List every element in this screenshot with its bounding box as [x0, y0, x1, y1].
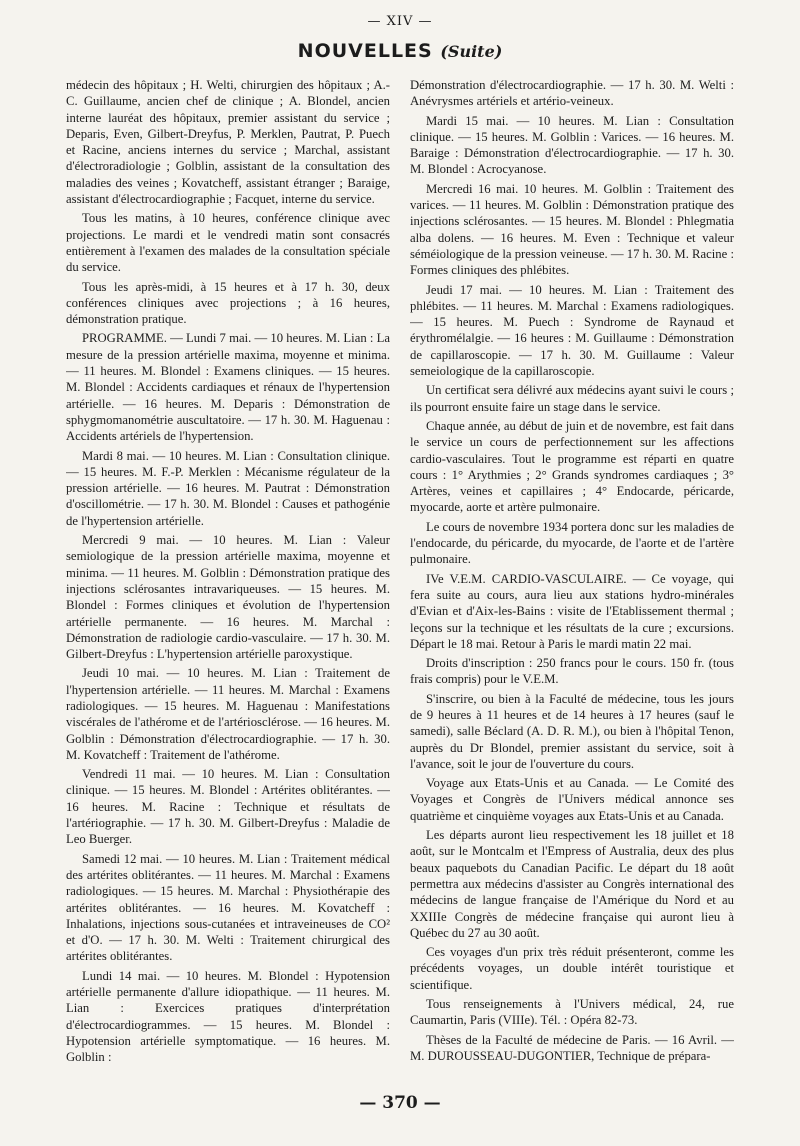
paragraph: Jeudi 17 mai. — 10 heures. M. Lian : Traitement des phlébites. — 11 heures. M. Marchal : Examens radiologiques. — 15 heures. M. Puech : Syndrome de Raynaud et érythromélalgie. — 16 heures : M. Guillaume : Démonstration de capillaroscopie. — 17 h. 30. M. Guillaume : Valeur semeiologique de la capillaroscopie. — [410, 282, 734, 379]
paragraph: Mercredi 9 mai. — 10 heures. M. Lian : Valeur semiologique de la pression artérielle maxima, moyenne et minima. — 11 heures. M. Golblin : Démonstration pratique des injections sclérosantes intravariqueuses. — 15 heures. M. Blondel : Formes cliniques et évolution de l'hypertension artérielle permanente. — 16 heures. M. Marchal : Démonstration de radiologie cardio-vasculaire. — 17 h. 30. M. Gilbert-Dreyfus : L'hypertension artérielle paroxystique. — [66, 533, 390, 662]
paragraph: Les départs auront lieu respectivement les 18 juillet et 18 août, sur le Montcalm et l'Empress of Australia, deux des plus beaux paquebots du Canadian Pacific. Le départ du 18 août permettra aux médecins d'assister au Congrès international des médecins de langue française de l'Amérique du Nord et au XXIIIe Congrès de médecine française qui auront lieu à Québec du 27 au 30 août. — [410, 828, 734, 940]
paragraph: Jeudi 10 mai. — 10 heures. M. Lian : Traitement de l'hypertension artérielle. — 11 heures. M. Marchal : Examens radiologiques. — 15 heures. M. Haguenau : Manifestations viscérales de l'athérome et de l'artériosclérose. — 16 heures. M. Golblin : Démonstration d'électrocardiographie. — 17 h. 30. M. Kovatcheff : Traitement de l'athérome. — [66, 666, 390, 762]
left-column — [66, 77, 390, 1093]
paragraph: médecin des hôpitaux ; H. Welti, chirurgien des hôpitaux ; A.-C. Guillaume, ancien chef de clinique ; A. Blondel, ancien interne lauréat des hôpitaux, premier assistant du service ; Deparis, Even, Gilbert-Dreyfus, P. Merklen, Pautrat, P. Puech et Racine, anciens internes du service ; Marchal, assistant d'électroradiologie ; Golblin, assistant de la consultation des maladies des veines ; Kovatcheff, assistant étranger ; Baraige, assistant d'électrocardiographie ; Facquet, interne du service. — [66, 78, 390, 207]
page-number: — 370 — — [359, 1093, 441, 1113]
paragraph: S'inscrire, ou bien à la Faculté de médecine, tous les jours de 9 heures à 11 heures et de 14 heures à 17 heures (sauf le samedi), salle Béclard (A. D. R. M.), ou bien à l'hôpital Tenon, auprès du Dr Blondel, premier assistant du service, soit à l'avance, soit le jour de l'ouverture du cours. — [410, 691, 734, 771]
paragraph: Ces voyages d'un prix très réduit présenteront, comme les précédents voyages, un double intérêt touristique et scientifique. — [410, 945, 734, 992]
paragraph: PROGRAMME. — Lundi 7 mai. — 10 heures. M. Lian : La mesure de la pression artérielle maxima, moyenne et minima. — 11 heures. M. Blondel : Examens cliniques. — 15 heures. M. Blondel : Accidents cardiaques et rénaux de l'hypertension artérielle. — 16 heures. M. Deparis : Démonstration de sphygmomanométrie auscultatoire. — 17 h. 30. M. Haguenau : Accidents artériels de l'hypertension. — [66, 331, 390, 444]
paragraph: Tous renseignements à l'Univers médical, 24, rue Caumartin, Paris (VIIIe). Tél. : Opéra 82-73. — [410, 997, 734, 1028]
paragraph: Thèses de la Faculté de médecine de Paris. — 16 Avril. — M. DUROUSSEAU-DUGONTIER, Technique de prépara- — [410, 1032, 734, 1063]
paragraph: Tous les matins, à 10 heures, conférence clinique avec projections. Le mardi et le vendredi matin sont consacrés entièrement à l'examen des malades de la consultation spéciale du service. — [66, 211, 390, 275]
paragraph: IVe V.E.M. CARDIO-VASCULAIRE. — Ce voyage, qui fera suite au cours, aura lieu aux stations hydro-minérales d'Evian et d'Aix-les-Bains : visite de l'Etablissement thermal ; leçons sur la technique et les résultats de la cure ; excursions. Départ le 18 mai. Retour à Paris le mardi matin 22 mai. — [410, 571, 734, 651]
paragraph: Samedi 12 mai. — 10 heures. M. Lian : Traitement médical des artérites oblitérantes. — 11 heures. M. Marchal : Examens radiologiques. — 15 heures. M. Marchal : Physiothérapie des artérites oblitérantes. — 16 heures. M. Kovatcheff : Inhalations, injections sous-cutanées et intraveineuses de CO² et d'O. — 17 h. 30. M. Welti : Traitement chirurgical des artérites oblitérantes. — [66, 851, 390, 964]
title-suite: (Suite) — [440, 42, 503, 61]
paragraph: Le cours de novembre 1934 portera donc sur les maladies de l'endocarde, du péricarde, du myocarde, de l'aorte et de l'artère pulmonaire. — [410, 519, 734, 567]
page-title — [0, 40, 800, 62]
paragraph: Chaque année, au début de juin et de novembre, est fait dans le service un cours de perfectionnement sur les affections cardio-vasculaires. Tout le programme est réparti en quatre cours : 1° Arythmies ; 2° Grands syndromes cardiaques ; 3° Artères, veines et capillaires ; 4° Endocarde, péricarde, myocarde, aorte et artère pulmonaire. — [410, 418, 734, 515]
paragraph: Démonstration d'électrocardiographie. — 17 h. 30. M. Welti : Anévrysmes artériels et artério-veineux. — [410, 78, 734, 109]
paragraph: Un certificat sera délivré aux médecins ayant suivi le cours ; ils pourront ensuite faire un stage dans le service. — [410, 383, 734, 414]
page-header-roman-numeral: — XIV — — [367, 14, 433, 29]
paragraph: Voyage aux Etats-Unis et au Canada. — Le Comité des Voyages et Congrès de l'Univers médical annonce ses quatrième et cinquième voyages aux Etats-Unis et au Canada. — [410, 776, 734, 823]
paragraph: Vendredi 11 mai. — 10 heures. M. Lian : Consultation clinique. — 15 heures. M. Blondel : Artérites oblitérantes. — 16 heures. M. Racine : Technique et résultats de l'artériographie. — 17 h. 30. M. Gilbert-Dreyfus : Maladie de Leo Buerger. — [66, 767, 390, 847]
title-main: NOUVELLES — [297, 40, 433, 62]
paragraph: Tous les après-midi, à 15 heures et à 17 h. 30, deux conférences cliniques avec projections ; à 16 heures, démonstration pratique. — [66, 279, 390, 327]
right-column — [410, 77, 734, 1093]
paragraph: Droits d'inscription : 250 francs pour le cours. 150 fr. (tous frais compris) pour le V.E.M. — [410, 656, 734, 687]
paragraph: Mercredi 16 mai. 10 heures. M. Golblin : Traitement des varices. — 11 heures. M. Golblin : Démonstration pratique des injections sclérosantes. — 15 heures. M. Blondel : Phlegmatia alba dolens. — 16 heures. M. Even : Technique et valeur séméiologique de la pression veineuse. — 17 h. 30. M. Racine : Formes cliniques des phlébites. — [410, 181, 734, 278]
paragraph: Mardi 8 mai. — 10 heures. M. Lian : Consultation clinique. — 15 heures. M. F.-P. Merklen : Mécanisme régulateur de la pression artérielle. — 16 heures. M. Pautrat : Démonstration d'oscillométrie. — 17 h. 30. M. Blondel : Causes et pathogénie de l'hypertension artérielle. — [66, 448, 390, 528]
paragraph: Lundi 14 mai. — 10 heures. M. Blondel : Hypotension artérielle permanente d'allure idiopathique. — 11 heures. M. Lian : Exercices pratiques d'interprétation d'électrocardiogrammes. — 15 heures. M. Blondel : Hypotension artérielle symptomatique. — 16 heures. M. Golblin : — [66, 968, 390, 1065]
paragraph: Mardi 15 mai. — 10 heures. M. Lian : Consultation clinique. — 15 heures. M. Golblin : Varices. — 16 heures. M. Baraige : Démonstration d'électrocardiographie. — 17 h. 30. M. Blondel : Acrocyanose. — [410, 113, 734, 177]
